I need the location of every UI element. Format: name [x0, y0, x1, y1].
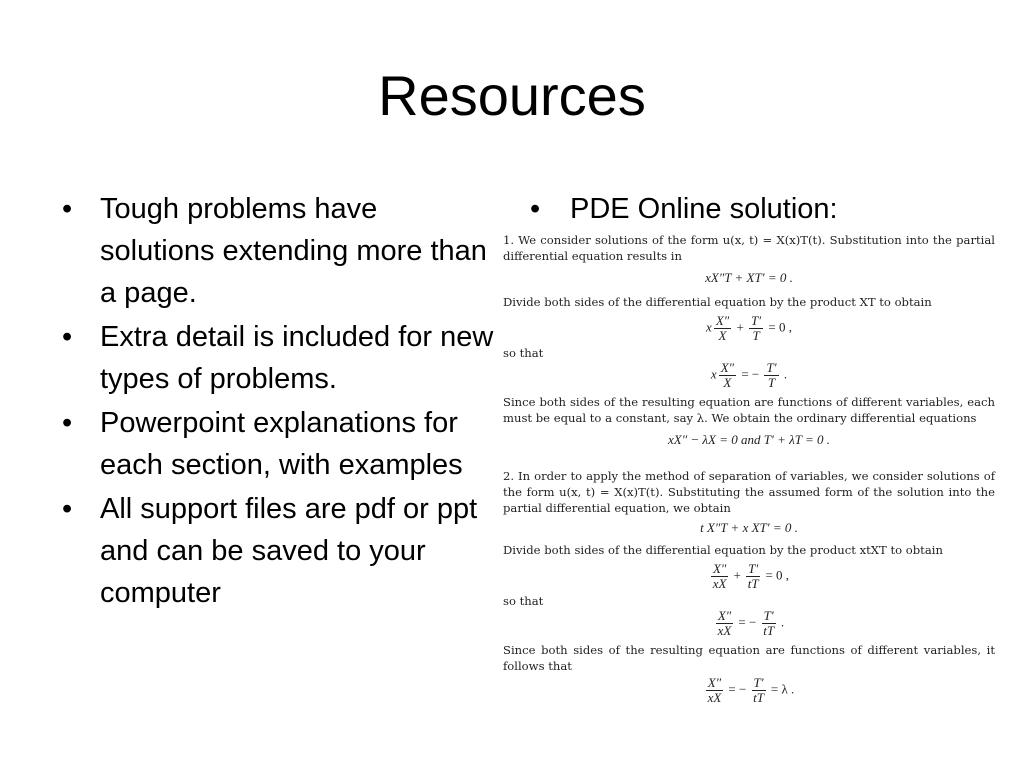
equation: xX″T + XT′ = 0 . [705, 270, 793, 285]
solution-paragraph: so that [503, 594, 544, 608]
equation: $\frac{X''}{xX}$ = − $\frac{T'}{tT}$ = λ . [707, 675, 795, 705]
bullet-item: • Extra detail is included for new types of problems. [58, 316, 498, 400]
solution-paragraph: Divide both sides of the differential equation by the product xtXT to obtain [503, 543, 943, 557]
pde-solution-heading [530, 188, 838, 230]
bullet-item: • Tough problems have solutions extending more than a page. [58, 188, 498, 314]
equation: t X″T + x XT′ = 0 . [700, 520, 798, 535]
solution-paragraph: Since both sides of the resulting equation are functions of different variables, each must be equal to a constant, say λ. We obtain the ordinary differential equations [503, 395, 995, 425]
solution-paragraph: 1. We consider solutions of the form u(x, t) = X(x)T(t). Substitution into the partial differential equation results in [503, 233, 995, 263]
solution-paragraph: 2. In order to apply the method of separation of variables, we consider solutions of the form u(x, t) = X(x)T(t). Substituting the assumed form of the solution into the partial differential equation, we obtain [503, 469, 995, 515]
slide-title: Resources [378, 64, 646, 127]
solution-paragraph: so that [503, 346, 544, 360]
equation: x $\frac{X''}{X}$ = − $\frac{T'}{T}$ . [710, 360, 788, 390]
equation: $\frac{X''}{xX}$ = − $\frac{T'}{tT}$ . [717, 608, 785, 638]
pde-solution-label: PDE Online solution: [570, 193, 838, 225]
solution-paragraph: Divide both sides of the differential equation by the product XT to obtain [503, 295, 932, 309]
equation: x $\frac{X''}{X}$ + $\frac{T'}{T}$ = 0 , [706, 313, 792, 343]
bullet-item: • Powerpoint explanations for each section, with examples [58, 402, 498, 486]
pde-solution-image [503, 232, 995, 752]
bullet-dot: • [530, 193, 541, 225]
resources-bullet-list [58, 188, 498, 616]
equation: $\frac{X''}{xX}$ + $\frac{T'}{tT}$ = 0 , [712, 561, 790, 591]
bullet-item: • All support files are pdf or ppt and can be saved to your computer [58, 488, 498, 614]
equation: xX″ − λX = 0 and T′ + λT = 0 . [668, 432, 830, 447]
solution-paragraph: Since both sides of the resulting equation are functions of different variables, it follows that [503, 643, 995, 673]
